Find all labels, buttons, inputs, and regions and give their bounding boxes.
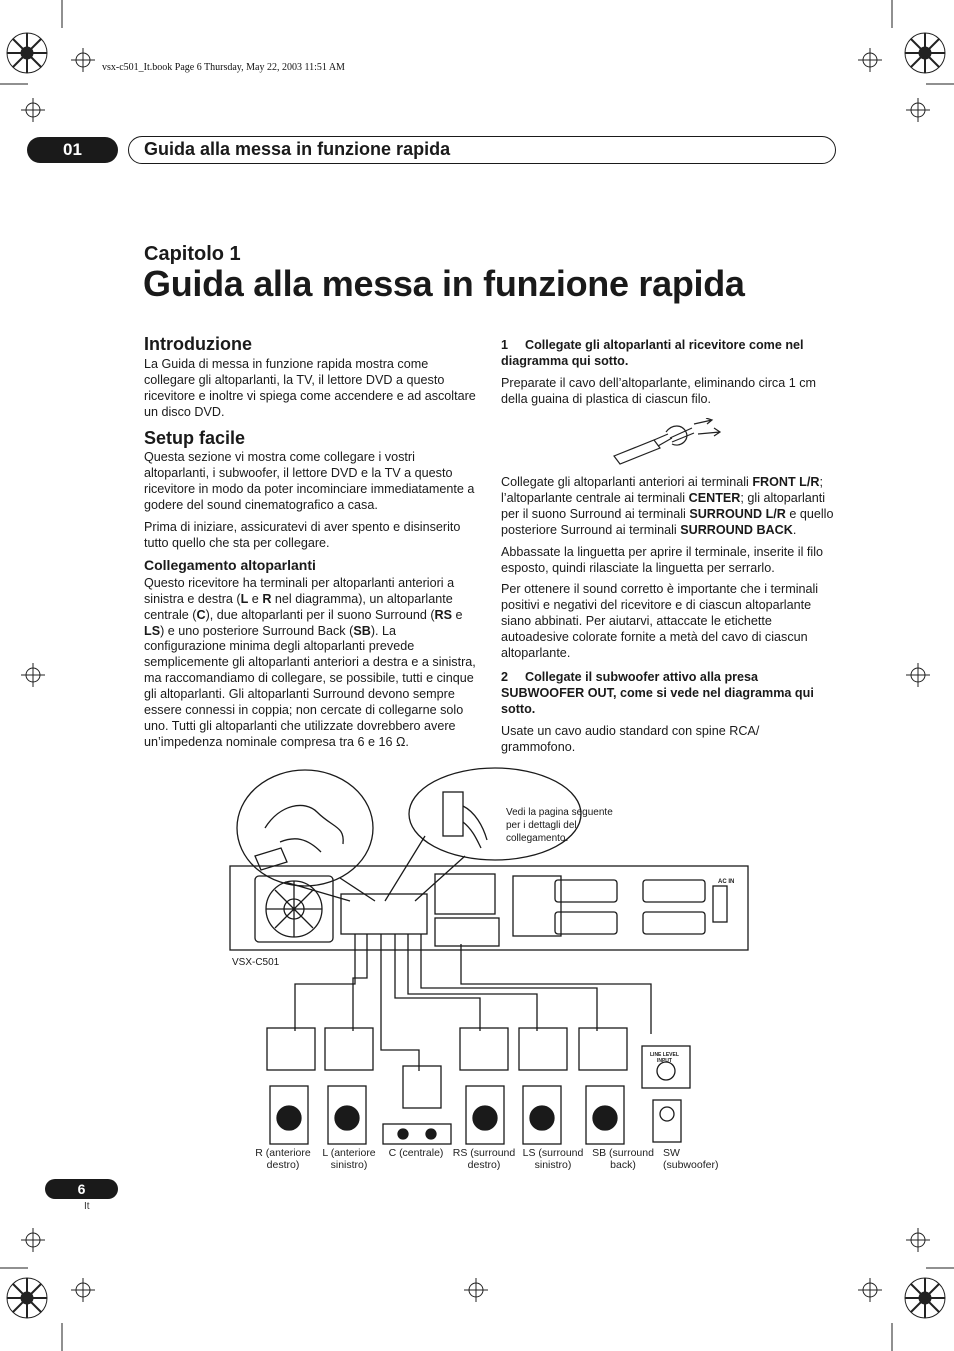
setup-text-1: Questa sezione vi mostra come collegare i vostri altoparlanti, i subwoofer, il lettore DVD e la TV a questo ricevitore in modo da poter incominciare immediatamente a godere del sound cinematografico a casa. — [144, 450, 475, 513]
scart-1 — [555, 880, 617, 902]
speakers-text: Questo ricevitore ha terminali per altoparlanti anteriori a sinistra e destra (L e R nel diagramma), un altoparlante centrale (C), due altoparlanti per il suono Surround (RS e LS) e uno posteriore Surround Back (SB). La configurazione minima degli altoparlanti prevede semplicemente gli altoparlanti anteriori a destra e a sinistra, ma raccomandiamo di collegare, se possibile, tutti e cinque gli altoparlanti. Gli altoparlanti Surround devono sempre essere connessi in coppia; non cercate di collegarne solo uno. Tutti gli altoparlanti che utilizzate dovrebbero avere un’impedenza nominale compresa tra 6 e 16 Ω. — [144, 575, 476, 749]
terminal-box-rs — [460, 1028, 508, 1070]
crosshair-icon — [858, 1278, 882, 1302]
caption-r: R (anteriore destro) — [255, 1147, 311, 1171]
right-column-top — [501, 338, 835, 414]
step2-heading: 2 Collegate il subwoofer attivo alla presa SUBWOOFER OUT, come si vede nel diagramma qui sotto. — [501, 669, 814, 716]
ac-in-label: AC IN — [718, 879, 735, 885]
caption-sw: SW (subwoofer) — [663, 1147, 719, 1171]
terminal-box-c — [403, 1066, 441, 1108]
digital-in-section — [435, 918, 499, 946]
language-code: It — [84, 1201, 90, 1212]
terminal-box-ls — [519, 1028, 567, 1070]
terminal-box-sb — [579, 1028, 627, 1070]
speaker-c — [383, 1124, 451, 1144]
speakers-heading: Collegamento altoparlanti — [144, 556, 316, 573]
step1-polarity-text: Per ottenere il sound corretto è importante che i terminali positivi e negativi del ricevitore e di ciascun altoparlante siano abbinati. Per aiutarvi, attaccate le etichette autoadesive colorate fornite a metà del cavo di ciascun altoparlante. — [501, 582, 819, 661]
sub-input-label: LINE LEVEL INPUT — [650, 1052, 679, 1064]
crosshair-icon — [906, 98, 930, 122]
page-title: Guida alla messa in funzione rapida — [143, 263, 745, 304]
speaker-connection-diagram — [225, 766, 755, 1156]
crosshair-icon — [858, 48, 882, 72]
component-section — [513, 876, 561, 936]
registration-wheel-icon — [7, 1278, 47, 1318]
caption-l: L (anteriore sinistro) — [322, 1147, 376, 1171]
scart-2 — [555, 912, 617, 934]
chapter-number-badge: 01 — [27, 137, 118, 163]
caption-sb: SB (surround back) — [592, 1147, 654, 1171]
antenna-section — [435, 874, 495, 914]
header-title: Guida alla messa in funzione rapida — [144, 139, 451, 159]
chapter-label: Capitolo 1 — [144, 243, 241, 265]
setup-text-2: Prima di iniziare, assicuratevi di aver spento e disinserito tutto quello che sta per collegare. — [144, 520, 461, 550]
caption-c: C (centrale) — [388, 1147, 444, 1159]
crosshair-icon — [464, 1278, 488, 1302]
crosshair-icon — [21, 1228, 45, 1252]
crosshair-icon — [21, 98, 45, 122]
crosshair-icon — [71, 1278, 95, 1302]
crosshair-icon — [906, 663, 930, 687]
scart-4 — [643, 912, 705, 934]
detail-bubble-left — [237, 770, 373, 886]
setup-heading: Setup facile — [144, 427, 246, 448]
diagram-callout: Vedi la pagina seguente per i dettagli del collegamento. — [506, 807, 613, 844]
ac-inlet — [713, 886, 727, 922]
intro-heading: Introduzione — [144, 334, 252, 354]
terminal-box-r — [267, 1028, 315, 1070]
terminal-box-l — [325, 1028, 373, 1070]
left-column — [144, 334, 478, 757]
registration-wheel-icon — [7, 33, 47, 73]
print-info: vsx-c501_It.book Page 6 Thursday, May 22, 2003 11:51 AM — [102, 62, 345, 73]
step1-text: Preparate il cavo dell’altoparlante, eliminando circa 1 cm della guaina di plastica di ciascun filo. — [501, 375, 817, 406]
step1-tab-text: Abbassate la linguetta per aprire il terminale, inserite il filo esposto, quindi rilasciate la linguetta per serrarlo. — [501, 544, 824, 575]
crosshair-icon — [21, 663, 45, 687]
intro-text: La Guida di messa in funzione rapida mostra come collegare gli altoparlanti, la TV, il lettore DVD a questo ricevitore e inoltre vi spiega come accendere e ad ascoltare un disco DVD. — [144, 356, 476, 419]
scart-3 — [643, 880, 705, 902]
registration-wheel-icon — [905, 33, 945, 73]
registration-wheel-icon — [905, 1278, 945, 1318]
caption-rs: RS (surround destro) — [452, 1147, 516, 1171]
step1-terminals-text: Collegate gli altoparlanti anteriori ai terminali FRONT L/R; l’altoparlante centrale ai terminali CENTER; gli altoparlanti per il suono Surround ai terminali SURROUND L/R e quello posteriore Surround ai terminali SURROUND BACK. — [501, 475, 834, 537]
crosshair-icon — [906, 1228, 930, 1252]
model-label: VSX-C501 — [232, 957, 280, 968]
step2-text: Usate un cavo audio standard con spine RCA/ grammofono. — [501, 723, 760, 754]
wire-strip-illustration — [608, 418, 728, 468]
step1-heading: 1 Collegate gli altoparlanti al ricevitore come nel diagramma qui sotto. — [501, 338, 804, 368]
right-column-bottom — [501, 475, 835, 762]
speaker-terminal-block — [341, 894, 427, 934]
caption-ls: LS (surround sinistro) — [522, 1147, 584, 1171]
page-number-badge: 6 — [45, 1179, 118, 1199]
crosshair-icon — [71, 48, 95, 72]
